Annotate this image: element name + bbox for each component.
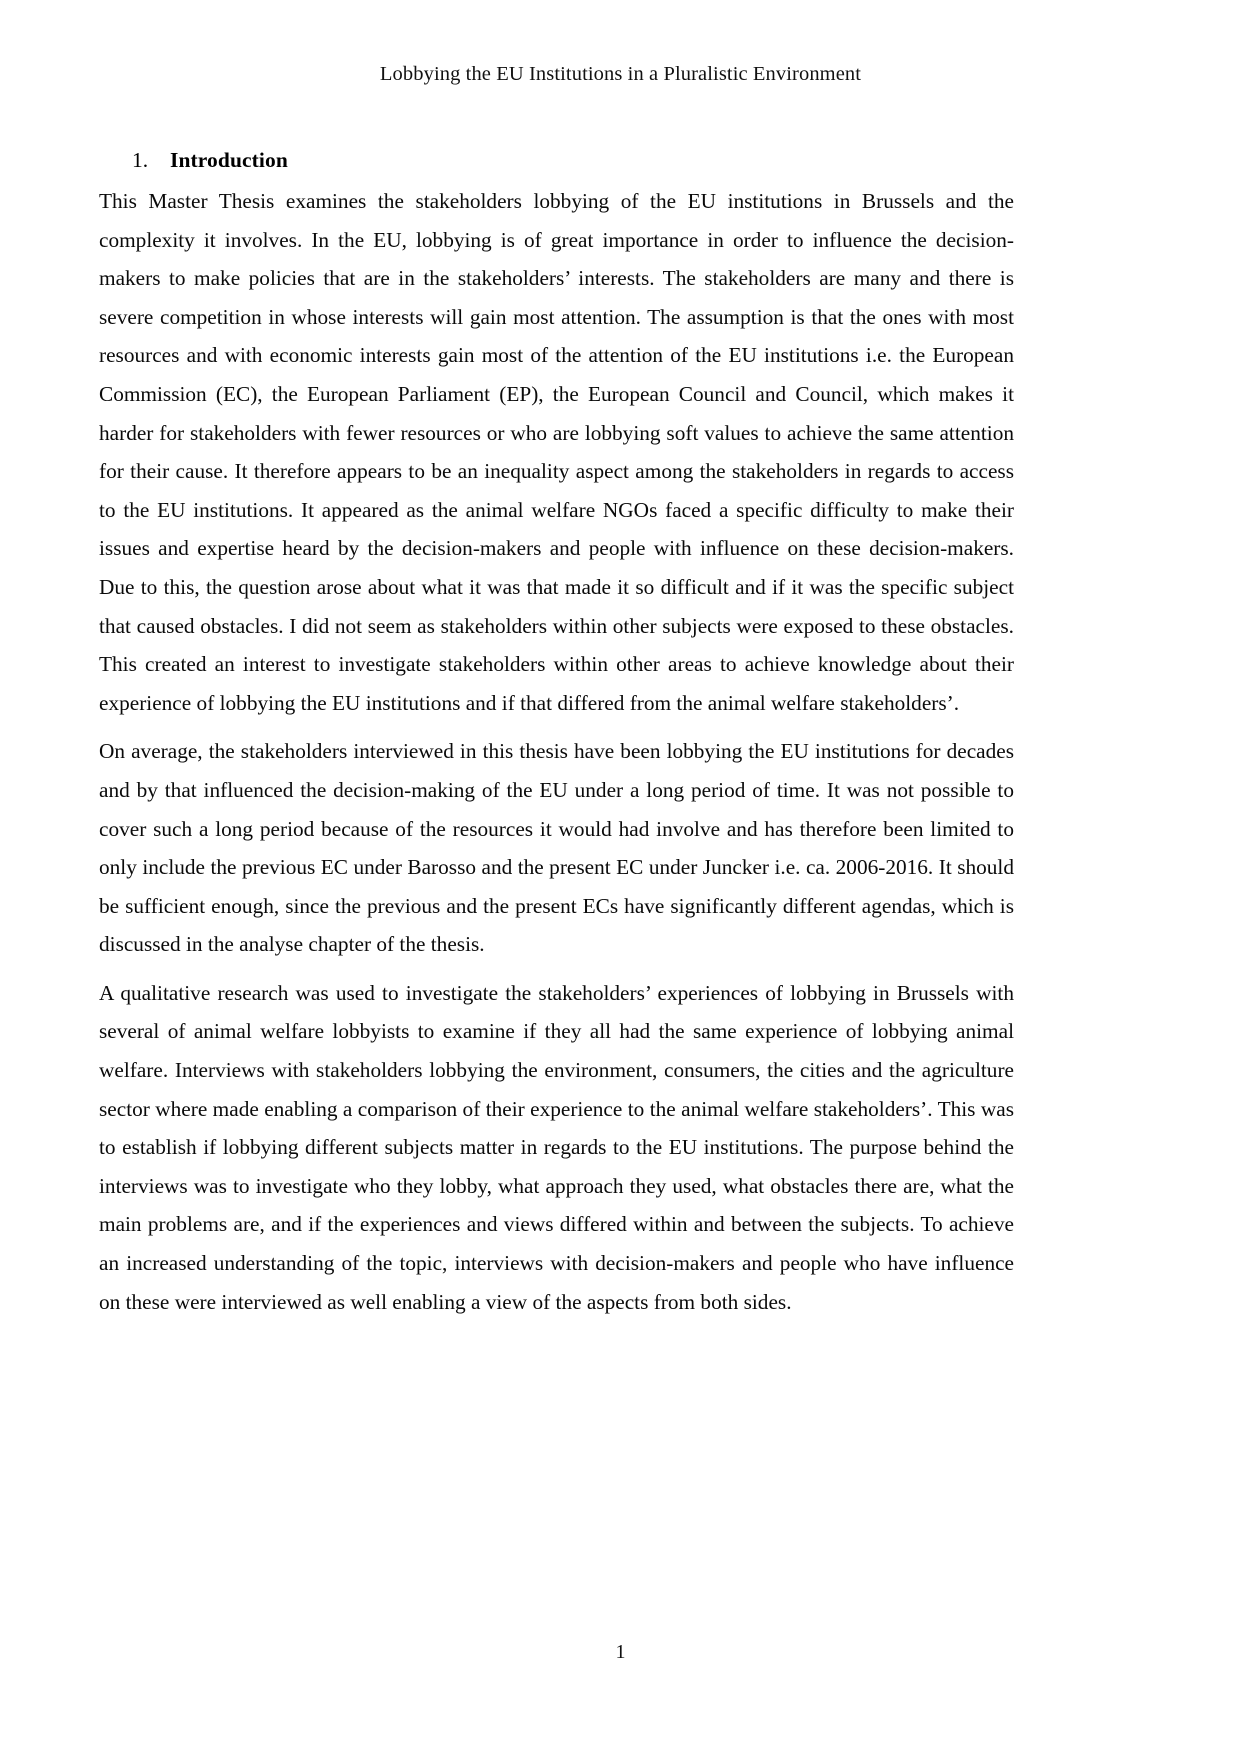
page-body [99,148,1014,1321]
section-title: Introduction [170,148,288,172]
page-number: 1 [615,1641,626,1663]
paragraph-2: On average, the stakeholders interviewed in this thesis have been lobbying the EU institutions for decades and by that influenced the decision-making of the EU under a long period of time. It was not possible to cover such a long period because of the resources it would had involve and has therefore been limited to only include the previous EC under Barosso and the present EC under Juncker i.e. ca. 2006-2016. It should be sufficient enough, since the previous and the present ECs have significantly different agendas, which is discussed in the analyse chapter of the thesis. [99,739,1014,957]
section-number: 1. [132,148,149,172]
running-header: Lobbying the EU Institutions in a Pluralistic Environment [379,63,862,85]
section-heading [99,148,1014,173]
paragraph-1: This Master Thesis examines the stakeholders lobbying of the EU institutions in Brussels and the complexity it involves. In the EU, lobbying is of great importance in order to influence the decision-makers to make policies that are in the stakeholders’ interests. The stakeholders are many and there is severe competition in whose interests will gain most attention. The assumption is that the ones with most resources and with economic interests gain most of the attention of the EU institutions i.e. the European Commission (EC), the European Parliament (EP), the European Council and Council, which makes it harder for stakeholders with fewer resources or who are lobbying soft values to achieve the same attention for their cause. It therefore appears to be an inequality aspect among the stakeholders in regards to access to the EU institutions. It appeared as the animal welfare NGOs faced a specific difficulty to make their issues and expertise heard by the decision-makers and people with influence on these decision-makers. Due to this, the question arose about what it was that made it so difficult and if it was the specific subject that caused obstacles. I did not seem as stakeholders within other subjects were exposed to these obstacles. This created an interest to investigate stakeholders within other areas to achieve knowledge about their experience of lobbying the EU institutions and if that differed from the animal welfare stakeholders’. [99,189,1014,715]
paragraph-3: A qualitative research was used to investigate the stakeholders’ experiences of lobbying in Brussels with several of animal welfare lobbyists to examine if they all had the same experience of lobbying animal welfare. Interviews with stakeholders lobbying the environment, consumers, the cities and the agriculture sector where made enabling a comparison of their experience to the animal welfare stakeholders’. This was to establish if lobbying different subjects matter in regards to the EU institutions. The purpose behind the interviews was to investigate who they lobby, what approach they used, what obstacles there are, what the main problems are, and if the experiences and views differed within and between the subjects. To achieve an increased understanding of the topic, interviews with decision-makers and people who have influence on these were interviewed as well enabling a view of the aspects from both sides. [99,980,1014,1314]
